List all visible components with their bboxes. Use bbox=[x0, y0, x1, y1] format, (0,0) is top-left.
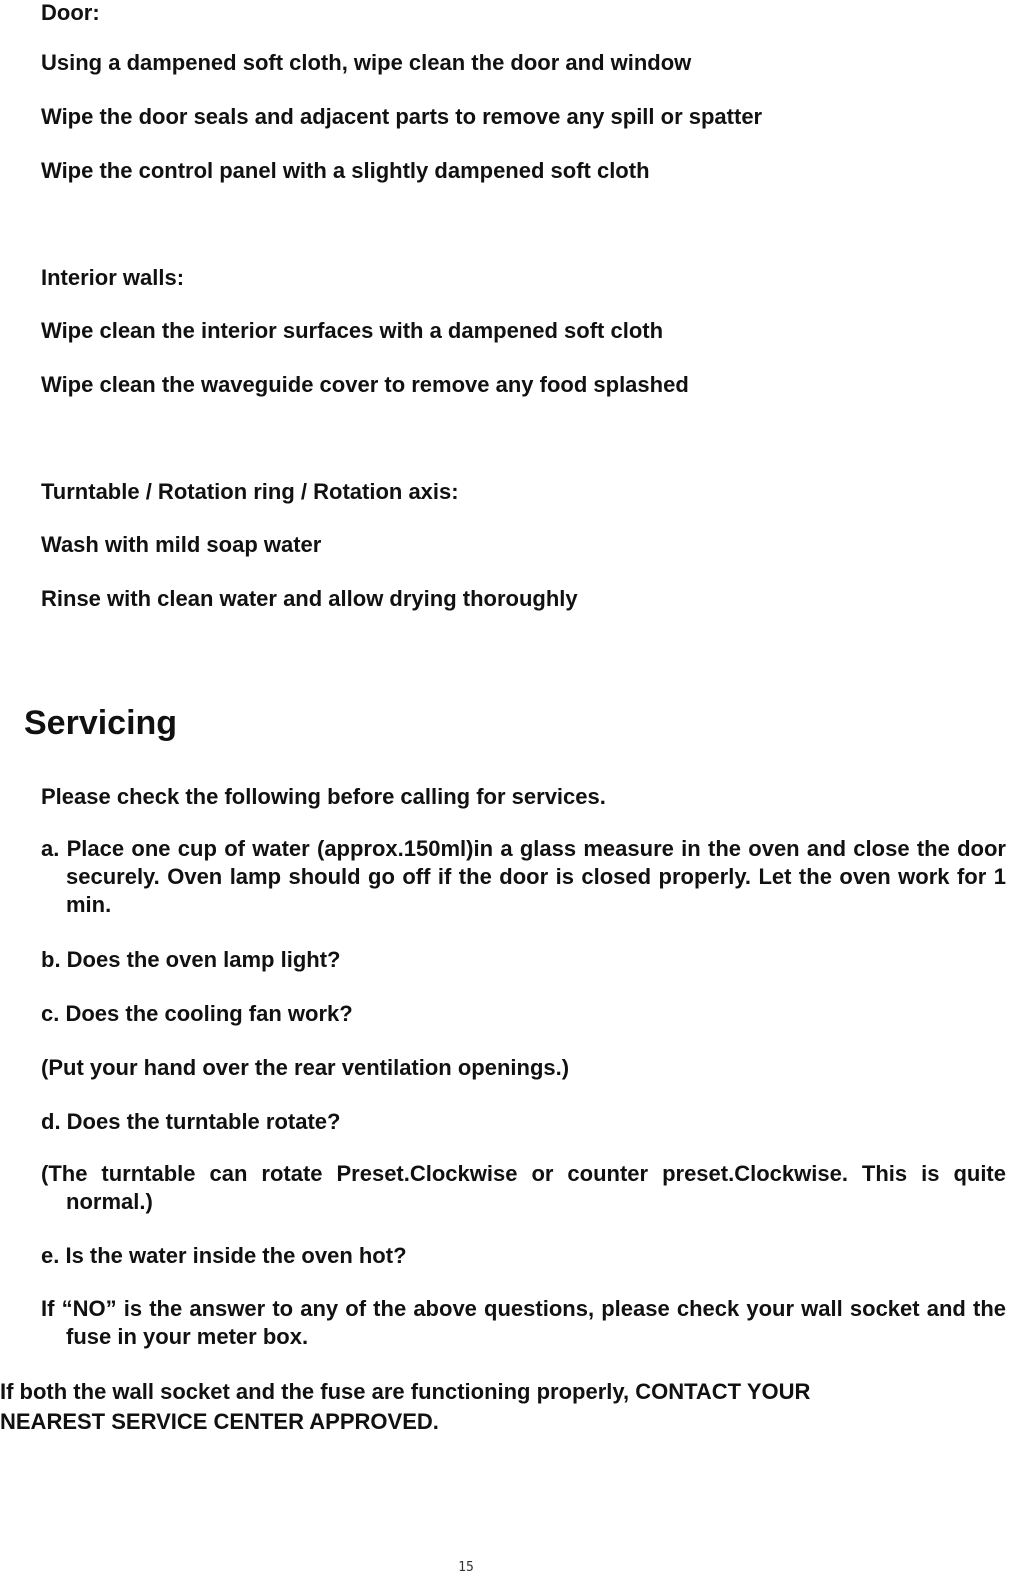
servicing-intro: Please check the following before calling for services. bbox=[41, 784, 606, 809]
page-number: 15 bbox=[458, 1560, 474, 1575]
servicing-item-a: a. Place one cup of water (approx.150ml)in a glass measure in the oven and close the door securely. Oven lamp should go off if the door is closed properly. Let the oven work for 1 min. bbox=[41, 836, 1006, 917]
interior-title: Interior walls: bbox=[41, 265, 185, 290]
servicing-note-d: (The turntable can rotate Preset.Clockwise or counter preset.Clockwise. This is quite normal.) bbox=[41, 1161, 1006, 1214]
door-title: Door: bbox=[41, 0, 100, 25]
servicing-if-no: If “NO” is the answer to any of the above questions, please check your wall socket and the fuse in your meter box. bbox=[41, 1296, 1006, 1349]
servicing-item-d: d. Does the turntable rotate? bbox=[41, 1109, 341, 1134]
turntable-instruction-1: Wash with mild soap water bbox=[41, 532, 322, 557]
final-notice-line-2: NEAREST SERVICE CENTER APPROVED. bbox=[0, 1409, 439, 1434]
servicing-final-notice bbox=[0, 1377, 1000, 1437]
door-instruction-2: Wipe the door seals and adjacent parts to remove any spill or spatter bbox=[41, 104, 763, 129]
servicing-heading: Servicing bbox=[24, 704, 178, 742]
interior-instruction-2: Wipe clean the waveguide cover to remove any food splashed bbox=[41, 372, 689, 397]
servicing-item-c: c. Does the cooling fan work? bbox=[41, 1001, 353, 1026]
servicing-item-b: b. Does the oven lamp light? bbox=[41, 947, 341, 972]
door-instruction-1: Using a dampened soft cloth, wipe clean the door and window bbox=[41, 50, 692, 75]
final-notice-line-1: If both the wall socket and the fuse are functioning properly, CONTACT YOUR bbox=[0, 1379, 811, 1404]
interior-instruction-1: Wipe clean the interior surfaces with a dampened soft cloth bbox=[41, 318, 664, 343]
servicing-note-c: (Put your hand over the rear ventilation openings.) bbox=[41, 1055, 570, 1080]
turntable-instruction-2: Rinse with clean water and allow drying thoroughly bbox=[41, 586, 578, 611]
door-instruction-3: Wipe the control panel with a slightly dampened soft cloth bbox=[41, 158, 650, 183]
turntable-title: Turntable / Rotation ring / Rotation axis: bbox=[41, 479, 459, 504]
servicing-item-e: e. Is the water inside the oven hot? bbox=[41, 1243, 407, 1268]
